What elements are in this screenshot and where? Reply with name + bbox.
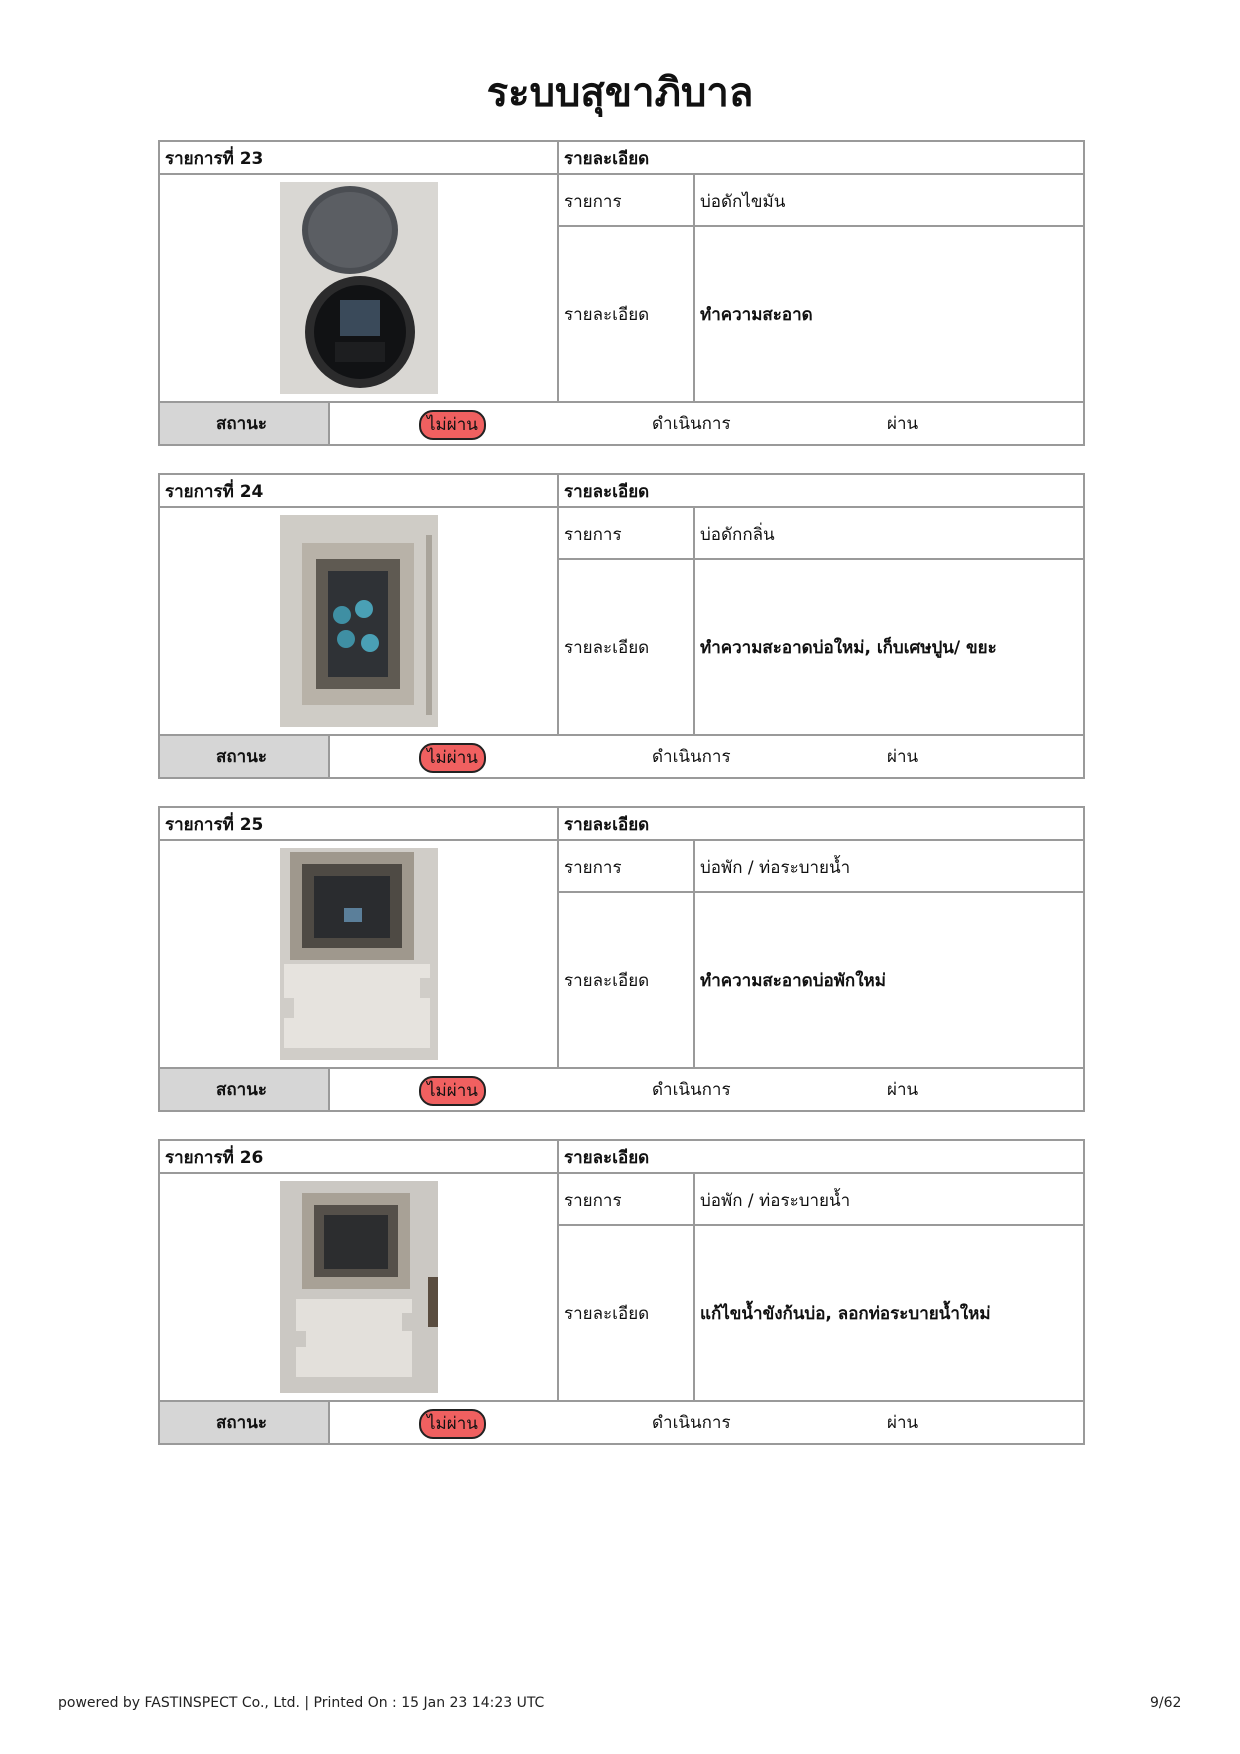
status-fail-badge: ไม่ผ่าน <box>419 743 486 773</box>
item-detail: ทำความสะอาด <box>700 305 813 325</box>
item-label: รายการ <box>564 525 622 545</box>
status-in-progress: ดำเนินการ <box>652 747 731 767</box>
item-label: รายการ <box>564 192 622 212</box>
inspection-item-card <box>158 140 1085 446</box>
status-label: สถานะ <box>216 747 267 767</box>
detail-label: รายละเอียด <box>564 638 650 658</box>
item-label: รายการ <box>564 1191 622 1211</box>
detail-header: รายละเอียด <box>564 482 650 502</box>
item-detail: ทำความสะอาดบ่อใหม่, เก็บเศษปูน/ ขยะ <box>700 638 997 658</box>
item-number: รายการที่ 25 <box>165 815 264 835</box>
status-in-progress: ดำเนินการ <box>652 1413 731 1433</box>
status-label: สถานะ <box>216 1413 267 1433</box>
status-in-progress: ดำเนินการ <box>652 414 731 434</box>
item-number: รายการที่ 26 <box>165 1148 264 1168</box>
item-detail: แก้ไขน้ำขังก้นบ่อ, ลอกท่อระบายน้ำใหม่ <box>700 1304 991 1324</box>
grease-trap-photo <box>280 182 438 394</box>
status-fail-badge: ไม่ผ่าน <box>419 410 486 440</box>
footer-powered-by: powered by FASTINSPECT Co., Ltd. | Printed On : 15 Jan 23 14:23 UTC <box>58 1695 545 1711</box>
status-pass: ผ่าน <box>887 1080 919 1100</box>
detail-header: รายละเอียด <box>564 815 650 835</box>
item-name: บ่อพัก / ท่อระบายน้ำ <box>700 858 851 878</box>
page-title: ระบบสุขาภิบาล <box>486 70 754 116</box>
item-name: บ่อดักไขมัน <box>700 192 786 212</box>
manhole-photo <box>280 848 438 1060</box>
inspection-item-card <box>158 473 1085 779</box>
detail-header: รายละเอียด <box>564 1148 650 1168</box>
detail-label: รายละเอียด <box>564 1304 650 1324</box>
manhole-photo <box>280 1181 438 1393</box>
item-number: รายการที่ 24 <box>165 482 264 502</box>
status-fail-badge: ไม่ผ่าน <box>419 1076 486 1106</box>
status-fail-badge: ไม่ผ่าน <box>419 1409 486 1439</box>
odor-trap-photo <box>280 515 438 727</box>
item-label: รายการ <box>564 858 622 878</box>
footer-page-number: 9/62 <box>1150 1695 1182 1711</box>
status-label: สถานะ <box>216 414 267 434</box>
status-pass: ผ่าน <box>887 1413 919 1433</box>
item-name: บ่อพัก / ท่อระบายน้ำ <box>700 1191 851 1211</box>
status-in-progress: ดำเนินการ <box>652 1080 731 1100</box>
detail-label: รายละเอียด <box>564 305 650 325</box>
status-pass: ผ่าน <box>887 747 919 767</box>
inspection-item-card <box>158 1139 1085 1445</box>
detail-header: รายละเอียด <box>564 149 650 169</box>
inspection-item-card <box>158 806 1085 1112</box>
item-number: รายการที่ 23 <box>165 149 264 169</box>
status-pass: ผ่าน <box>887 414 919 434</box>
item-detail: ทำความสะอาดบ่อพักใหม่ <box>700 971 886 991</box>
item-name: บ่อดักกลิ่น <box>700 525 775 545</box>
status-label: สถานะ <box>216 1080 267 1100</box>
detail-label: รายละเอียด <box>564 971 650 991</box>
